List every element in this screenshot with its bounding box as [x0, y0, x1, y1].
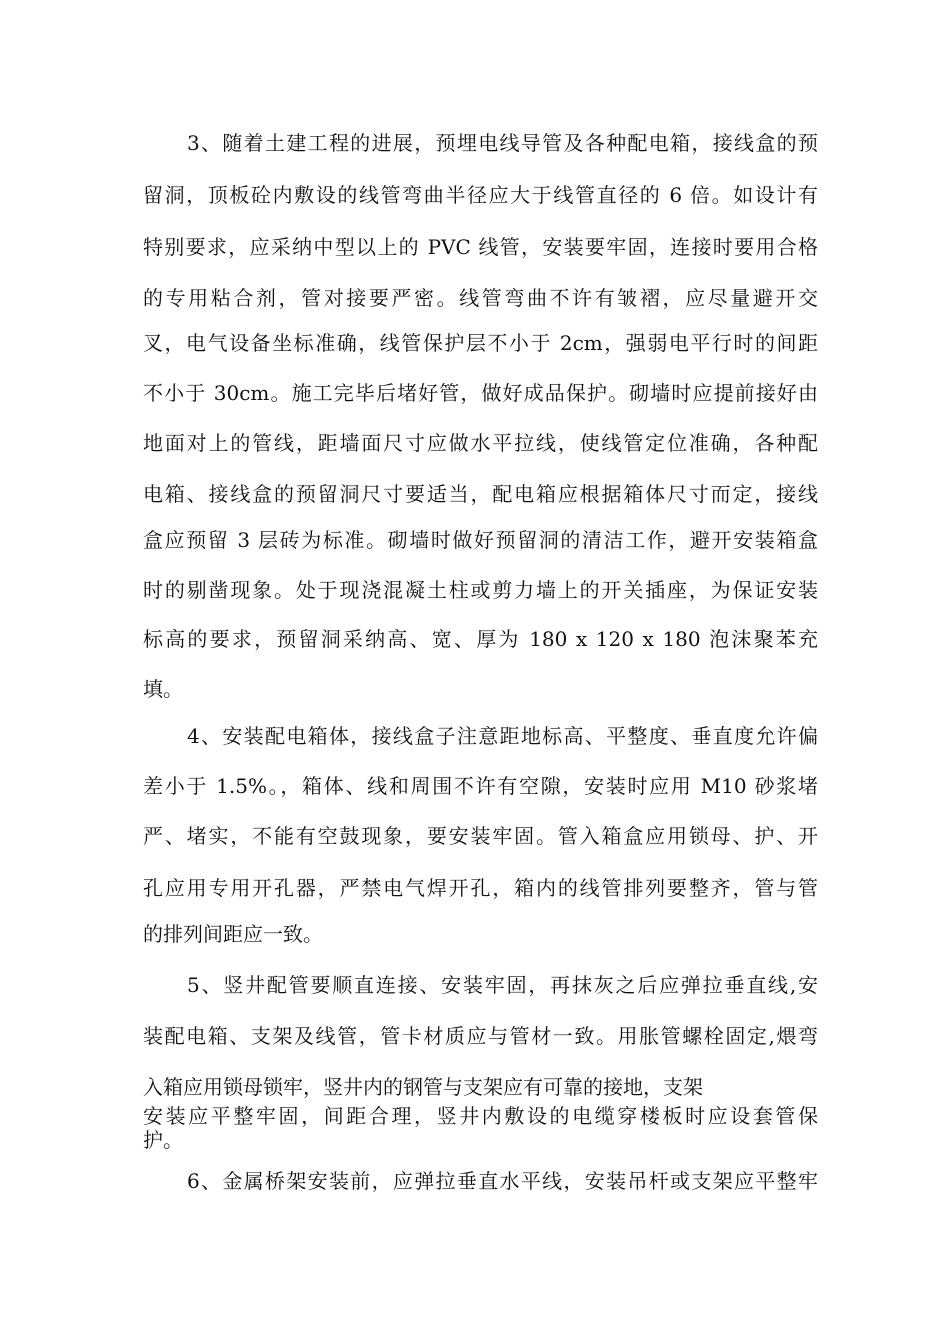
- text-line: 入箱应用锁母锁牢，竖井内的钢管与支架应有可靠的接地，支架: [143, 1075, 703, 1099]
- text-line: 3、随着土建工程的进展，预埋电线导管及各种配电箱，接线盒的预: [187, 131, 818, 155]
- text-line: 6、金属桥架安装前，应弹拉垂直水平线，安装吊杆或支架应平整牢: [187, 1169, 818, 1193]
- text-line: 4、安装配电箱体，接线盒子注意距地标高、平整度、垂直度允许偏: [187, 724, 818, 748]
- text-line: 孔应用专用开孔器，严禁电气焊开孔，箱内的线管排列要整齐，管与管: [143, 876, 818, 900]
- text-line: 留洞，顶板砼内敷设的线管弯曲半径应大于线管直径的 6 倍。如设计有: [143, 183, 818, 207]
- text-line: 装配电箱、支架及线管，管卡材质应与管材一致。用胀管螺栓固定,煨弯: [143, 1024, 818, 1048]
- text-line: 5、竖井配管要顺直连接、安装牢固，再抹灰之后应弹拉垂直线,安: [187, 973, 818, 997]
- text-line: 盒应预留 3 层砖为标准。砌墙时做好预留洞的清洁工作，避开安装箱盒: [143, 528, 818, 552]
- text-line: 填。: [143, 677, 183, 701]
- text-line: 差小于 1.5%。，箱体、线和周围不许有空隙，安装时应用 M10 砂浆堵: [143, 774, 818, 798]
- text-line: 时的剔凿现象。处于现浇混凝土柱或剪力墙上的开关插座，为保证安装: [143, 578, 818, 602]
- text-line: 特别要求，应采纳中型以上的 PVC 线管，安装要牢固，连接时要用合格: [143, 235, 818, 259]
- text-line: 严、堵实，不能有空鼓现象，要安装牢固。管入箱盒应用锁母、护、开: [143, 824, 818, 848]
- text-line: 的专用粘合剂，管对接要严密。线管弯曲不许有皱褶，应尽量避开交: [143, 286, 818, 310]
- text-line: 安装应平整牢固，间距合理，竖井内敷设的电缆穿楼板时应设套管保: [143, 1104, 818, 1128]
- text-line: 叉，电气设备坐标准确，线管保护层不小于 2cm，强弱电平行时的间距: [143, 331, 818, 355]
- text-line: 地面对上的管线，距墙面尺寸应做水平拉线，使线管定位准确，各种配: [143, 431, 818, 455]
- text-line: 护。: [143, 1128, 183, 1152]
- text-line: 电箱、接线盒的预留洞尺寸要适当，配电箱应根据箱体尺寸而定，接线: [143, 482, 818, 506]
- text-line: 的排列间距应一致。: [143, 922, 323, 946]
- text-line: 不小于 30cm。施工完毕后堵好管，做好成品保护。砌墙时应提前接好由: [143, 381, 818, 405]
- text-line: 标高的要求，预留洞采纳高、宽、厚为 180 x 120 x 180 泡沫聚苯充: [143, 627, 818, 651]
